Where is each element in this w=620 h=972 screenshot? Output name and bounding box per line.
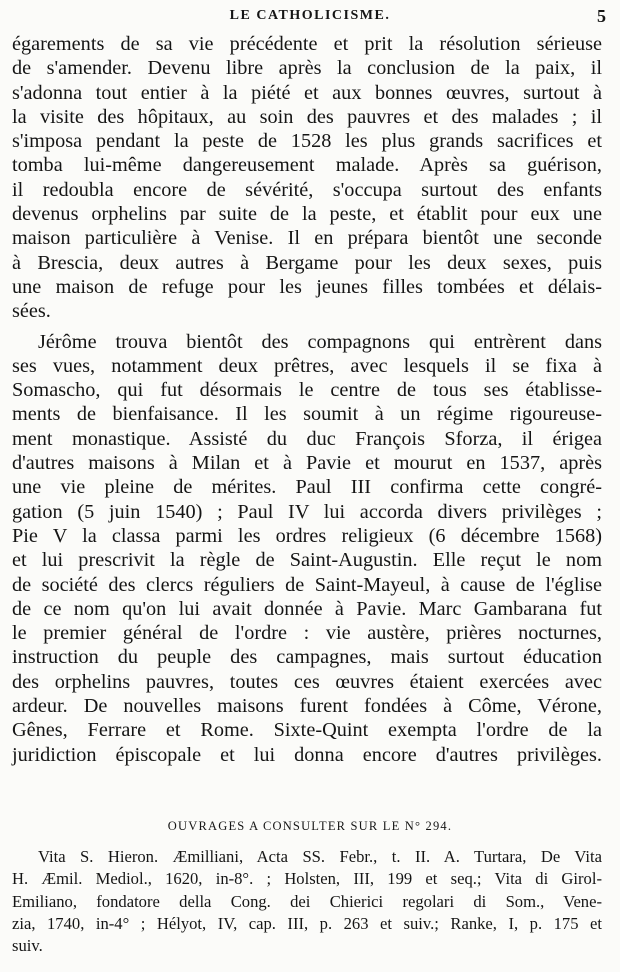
text-line: le premier général de l'ordre : vie austère, prières nocturnes, <box>12 622 602 645</box>
text-line: Gênes, Ferrare et Rome. Sixte-Quint exempta l'ordre de la <box>12 719 602 742</box>
text-line: s'adonna tout entier à la piété et aux bonnes œuvres, surtout à <box>12 81 602 104</box>
running-head <box>0 6 620 28</box>
text-line: égarements de sa vie précédente et prit la résolution sérieuse <box>12 33 602 55</box>
reference-line: zia, 1740, in-4° ; Hélyot, IV, cap. III, p. 263 et suiv.; Ranke, I, p. 175 et <box>12 913 602 933</box>
text-line: ment monastique. Assisté du duc François Sforza, il érigea <box>12 427 602 450</box>
text-line: il redoubla encore de sévérité, s'occupa surtout des enfants <box>12 178 602 201</box>
reference-line: H. Æmil. Mediol., 1620, in-8°. ; Holsten, III, 199 et seq.; Vita di Girol- <box>12 869 602 889</box>
paragraph-2 <box>12 330 602 767</box>
text-line: Jérôme trouva bientôt des compagnons qui entrèrent dans <box>38 330 602 353</box>
page-number: 5 <box>597 6 606 26</box>
text-line: tomba lui-même dangereusement malade. Après sa guérison, <box>12 154 602 177</box>
text-line: des orphelins pauvres, toutes ces œuvres étaient exercées avec <box>12 670 602 693</box>
references-text <box>12 846 602 957</box>
text-line: maison particulière à Venise. Il en prépara bientôt une seconde <box>12 227 602 250</box>
text-line: ses vues, notamment deux prêtres, avec lesquels il se fixa à <box>12 354 602 377</box>
paragraph-1 <box>12 32 602 324</box>
text-line: sées. <box>12 300 51 323</box>
text-line: de s'amender. Devenu libre après la conclusion de la paix, il <box>12 57 602 80</box>
text-line: et lui prescrivit la règle de Saint-Augustin. Elle reçut le nom <box>12 549 602 572</box>
text-line: Somascho, qui fut désormais le centre de tous ses établisse- <box>12 379 602 402</box>
text-line: de ce nom qu'on lui avait donnée à Pavie. Marc Gambarana fut <box>12 597 602 620</box>
text-line: une vie pleine de mérites. Paul III confirma cette congré- <box>12 476 602 499</box>
text-line: ments de bienfaisance. Il les soumit à un régime rigoureuse- <box>12 403 602 426</box>
body-text <box>12 32 602 767</box>
text-line: juridiction épiscopale et lui donna encore d'autres privilèges. <box>12 743 602 766</box>
reference-line: suiv. <box>12 936 43 956</box>
running-title: LE CATHOLICISME. <box>229 8 391 23</box>
text-line: s'imposa pendant la peste de 1528 les plus grands sacrifices et <box>12 130 602 153</box>
text-line: Pie V la classa parmi les ordres religieux (6 décembre 1568) <box>12 524 602 547</box>
references-heading: OUVRAGES A CONSULTER SUR LE N° 294. <box>167 819 453 833</box>
reference-line: Vita S. Hieron. Æmilliani, Acta SS. Febr., t. II. A. Turtara, De Vita <box>38 847 602 866</box>
text-line: une maison de refuge pour les jeunes filles tombées et délais- <box>12 275 602 298</box>
text-line: ardeur. De nouvelles maisons furent fondées à Côme, Vérone, <box>12 695 602 718</box>
text-line: de société des clercs réguliers de Saint-Mayeul, à cause de l'église <box>12 573 602 596</box>
text-line: gation (5 juin 1540) ; Paul IV lui accorda divers privilèges ; <box>12 500 602 523</box>
reference-line: Emiliano, fondatore della Cong. dei Chierici regolari di Som., Vene- <box>12 891 602 911</box>
text-line: à Brescia, deux autres à Bergame pour les deux sexes, puis <box>12 251 602 274</box>
text-line: d'autres maisons à Milan et à Pavie et mourut en 1537, après <box>12 452 602 475</box>
text-line: la visite des hôpitaux, au soin des pauvres et des malades ; il <box>12 105 602 128</box>
text-line: devenus orphelins par suite de la peste, et établit pour eux une <box>12 203 602 226</box>
text-line: instruction du peuple des campagnes, mais surtout éducation <box>12 646 602 669</box>
